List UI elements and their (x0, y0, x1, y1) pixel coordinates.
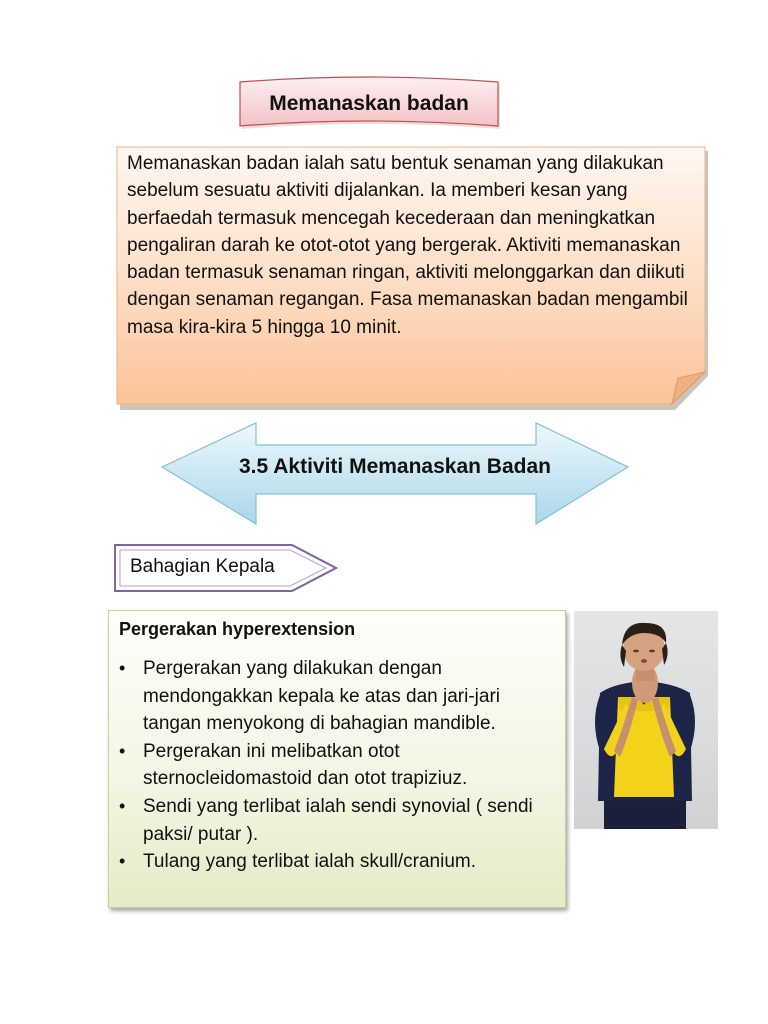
intro-text: Memanaskan badan ialah satu bentuk senaman yang dilakukan sebelum sesuatu aktiviti dijalankan. Ia memberi kesan yang berfaedah termasuk mencegah kecederaan dan meningkatkan pengaliran darah ke otot-otot yang bergerak. Aktiviti memanaskan badan termasuk senaman ringan, aktiviti melonggarkan dan diikuti dengan senaman regangan. Fasa memanaskan badan mengambil masa kira-kira 5 hingga 10 minit. (127, 153, 688, 338)
section-arrow (160, 422, 630, 526)
bullet-icon: • (119, 658, 126, 678)
title-banner-label: Memanaskan badan (269, 92, 469, 115)
list-item-text: Pergerakan ini melibatkan otot sternocleidomastoid dan otot trapiziuz. (143, 740, 468, 790)
section-arrow-label: 3.5 Aktiviti Memanaskan Badan (238, 455, 551, 478)
intro-note (116, 146, 706, 406)
list-item (117, 848, 563, 876)
list-item (117, 655, 563, 738)
list-item (117, 793, 563, 848)
list-item (117, 738, 563, 793)
student-figure-illustration (574, 611, 718, 829)
bullet-icon: • (119, 851, 126, 872)
card-heading: Pergerakan hyperextension (119, 619, 356, 639)
bullet-list (117, 655, 563, 876)
section-tag (114, 544, 338, 592)
bullet-icon: • (119, 740, 126, 761)
title-banner (238, 76, 500, 132)
list-item-text: Tulang yang terlibat ialah skull/cranium. (143, 851, 477, 873)
section-tag-label: Bahagian Kepala (130, 556, 275, 577)
bullet-icon: • (119, 795, 126, 816)
content-card (108, 610, 566, 908)
student-photo (574, 611, 718, 829)
list-item-text: Pergerakan yang dilakukan dengan mendongakkan kepala ke atas dan jari-jari tangan menyokong di bahagian mandible. (143, 658, 500, 735)
list-item-text: Sendi yang terlibat ialah sendi synovial ( sendi paksi/ putar ). (143, 795, 533, 845)
